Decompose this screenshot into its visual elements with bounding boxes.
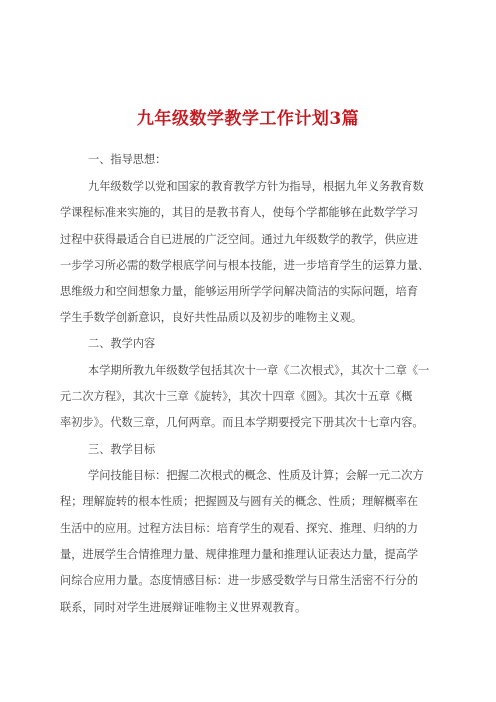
document-title: 九年级数学教学工作计划3篇 [136, 109, 360, 129]
paragraph-line: 本学期所教九年级数学包括其次十一章《二次根式》，其次十二章《一 [88, 364, 430, 377]
paragraph-line: 学课程标准来实施的，其目的是教书育人，使每个学都能够在此数学学习 [60, 206, 419, 219]
paragraph-line: 率初步》。代数三章，几何两章。而且本学期要授完下册其次十七章内容。 [60, 416, 424, 429]
paragraph-line: 联系，同时对学生进展辩证唯物主义世界观教育。 [60, 601, 307, 614]
section-heading-guiding-ideology: 一、指导思想： [88, 153, 167, 166]
paragraph-line: 过程中获得最适合自已进展的广泛空间。通过九年级数学的教学，供应进 [60, 233, 419, 246]
paragraph-line: 程；理解旋转的根本性质；把握圆及与圆有关的概念、性质；理解概率在 [60, 495, 419, 508]
paragraph-line: 元二次方程》，其次十三章《旋转》，其次十四章《圆》。其次十五章《概 [60, 390, 413, 403]
paragraph-line: 量，进展学生合情推理力量、规律推理力量和推理认证表达力量，提高学 [60, 548, 419, 561]
paragraph-line: 学问技能目标：把握二次根式的概念、性质及计算；会解一元二次方 [88, 469, 424, 482]
paragraph-line: 九年级数学以党和国家的教育教学方针为指导，根据九年义务教育数 [88, 180, 424, 193]
paragraph-line: 思维级力和空间想象力量，能够运用所学学问解决简洁的实际问题，培育 [60, 285, 419, 298]
section-heading-teaching-goals: 三、教学目标 [88, 443, 156, 456]
section-heading-teaching-content: 二、教学内容 [88, 337, 156, 350]
paragraph-line: 生活中的应用。过程方法目标：培育学生的观看、探究、推理、归纳的力 [60, 522, 419, 535]
paragraph-line: 学生手数学创新意识，良好共性品质以及初步的唯物主义观。 [60, 311, 363, 324]
paragraph-line: 问综合应用力量。态度情感目标：进一步感受数学与日常生活密不行分的 [60, 574, 419, 587]
paragraph-line: 一步学习所必需的数学根底学问与根本技能，进一步培育学生的运算力量、 [60, 259, 430, 272]
